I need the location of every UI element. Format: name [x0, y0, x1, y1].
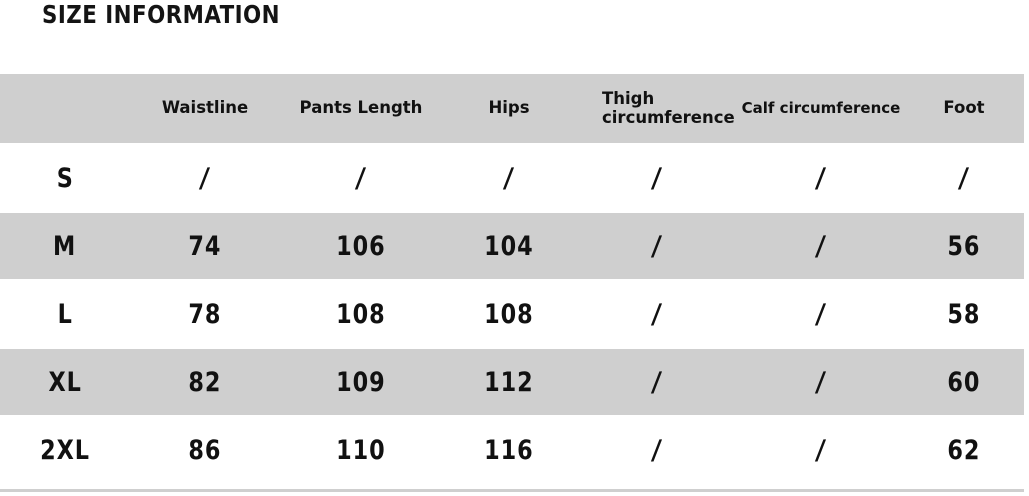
cell-size: M	[53, 230, 77, 262]
page-title: SIZE INFORMATION	[42, 0, 281, 29]
cell-size: S	[56, 162, 74, 194]
cell-foot: 58	[947, 298, 981, 330]
cell-hips: 108	[484, 298, 534, 330]
column-header-thigh-circumference	[576, 74, 738, 144]
size-table-container	[0, 74, 1024, 485]
cell-thigh-circumference: /	[650, 298, 664, 330]
cell-pants-length: 110	[336, 434, 386, 466]
cell-hips: 116	[484, 434, 534, 466]
cell-pants-length: 106	[336, 230, 386, 262]
size-information-table	[0, 74, 1024, 485]
cell-size: 2XL	[40, 434, 90, 466]
cell-thigh-circumference: /	[650, 434, 664, 466]
table-bottom-divider	[0, 489, 1024, 492]
table-row	[0, 144, 1024, 212]
table-row	[0, 416, 1024, 484]
cell-thigh-circumference: /	[650, 162, 664, 194]
cell-thigh-circumference: /	[650, 230, 664, 262]
cell-calf-circumference: /	[814, 230, 828, 262]
column-header-calf-circumference: Calf circumference	[741, 98, 901, 117]
cell-waistline: 78	[188, 298, 222, 330]
cell-pants-length: 109	[336, 366, 386, 398]
column-header-thigh-line2: circumference	[602, 107, 735, 127]
cell-waistline: 74	[188, 230, 222, 262]
table-row	[0, 280, 1024, 348]
cell-calf-circumference: /	[814, 366, 828, 398]
column-header-waistline: Waistline	[161, 98, 249, 118]
cell-size: XL	[48, 366, 82, 398]
cell-waistline: 82	[188, 366, 222, 398]
cell-hips: 112	[484, 366, 534, 398]
cell-foot: /	[957, 162, 971, 194]
column-header-size	[0, 74, 130, 144]
cell-calf-circumference: /	[814, 434, 828, 466]
cell-foot: 56	[947, 230, 981, 262]
cell-foot: 60	[947, 366, 981, 398]
cell-waistline: /	[198, 162, 212, 194]
table-header-row	[0, 74, 1024, 144]
cell-calf-circumference: /	[814, 162, 828, 194]
column-header-hips: Hips	[488, 98, 530, 118]
cell-pants-length: /	[354, 162, 368, 194]
table-row	[0, 212, 1024, 280]
cell-hips: 104	[484, 230, 534, 262]
cell-hips: /	[502, 162, 516, 194]
column-header-pants-length: Pants Length	[299, 98, 423, 118]
cell-pants-length: 108	[336, 298, 386, 330]
column-header-thigh-line1: Thigh	[602, 88, 655, 108]
cell-waistline: 86	[188, 434, 222, 466]
table-row	[0, 348, 1024, 416]
cell-size: L	[57, 298, 73, 330]
column-header-foot: Foot	[943, 98, 985, 118]
cell-foot: 62	[947, 434, 981, 466]
cell-thigh-circumference: /	[650, 366, 664, 398]
cell-calf-circumference: /	[814, 298, 828, 330]
